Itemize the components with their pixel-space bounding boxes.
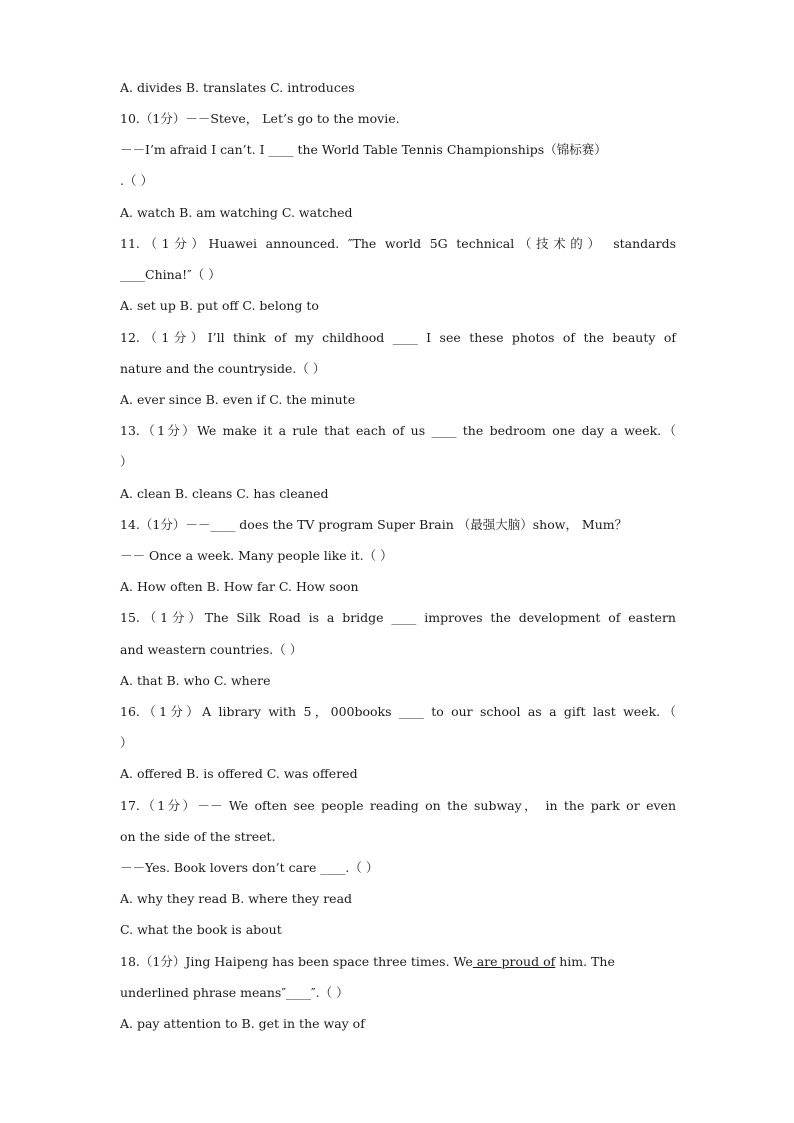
q15-stem-cont: and weastern countries.（ ） [120,642,303,657]
q10-stem: 10.（1分）－－Steve， Let’s go to the movie. [120,111,400,126]
q13-stem-cont: ） [120,454,133,469]
q10-reply: －－I’m afraid I can’t. I ____ the World Table Tennis Championships（锦标赛） [120,142,607,157]
q10-options: A. watch B. am watching C. watched [120,205,353,220]
q11-options: A. set up B. put off C. belong to [120,298,319,313]
q13-stem: 13.（1分）We make it a rule that each of us ____ the bedroom one day a week.（ [120,423,676,438]
q18-stem-cont: underlined phrase means″____″.（ ） [120,985,349,1000]
q11-stem-cont: ____China!″（ ） [120,267,221,282]
q18-stem-start: 18.（1分）Jing Haipeng has been space three times. We [120,954,473,969]
q16-options: A. offered B. is offered C. was offered [120,766,358,781]
q18-options: A. pay attention to B. get in the way of [120,1016,365,1031]
q14-options: A. How often B. How far C. How soon [120,579,359,594]
q17-options-ab: A. why they read B. where they read [120,891,353,906]
q18-underlined-phrase: are proud of [472,954,556,969]
q17-reply: －－Yes. Book lovers don’t care ____.（ ） [120,860,379,875]
q18-stem-end: him. The [555,954,615,969]
q13-options: A. clean B. cleans C. has cleaned [120,486,329,501]
q16-stem: 16.（1分）A library with 5，000books ____ to our school as a gift last week.（ [120,704,676,719]
q12-stem: 12.（1分）I’ll think of my childhood ____ I see these photos of the beauty of [120,330,676,345]
q18-stem [120,954,676,970]
q15-stem: 15.（1分）The Silk Road is a bridge ____ improves the development of eastern [120,610,676,625]
q16-stem-cont: ） [120,735,133,750]
q10-blank: .（ ） [120,173,153,188]
q14-reply: －－ Once a week. Many people like it.（ ） [120,548,393,563]
q17-stem-cont: on the side of the street. [120,829,276,844]
q15-options: A. that B. who C. where [120,673,271,688]
q9-options: A. divides B. translates C. introduces [120,80,355,95]
q14-stem: 14.（1分）－－____ does the TV program Super Brain （最强大脑）show， Mum？ [120,517,628,532]
q12-stem-cont: nature and the countryside.（ ） [120,361,326,376]
q11-stem: 11.（1分）Huawei announced. ″The world 5G technical（技术的） standards [120,236,676,251]
q17-option-c: C. what the book is about [120,922,282,937]
q17-stem: 17.（1分）－－ We often see people reading on the subway， in the park or even [120,798,676,813]
q12-options: A. ever since B. even if C. the minute [120,392,356,407]
